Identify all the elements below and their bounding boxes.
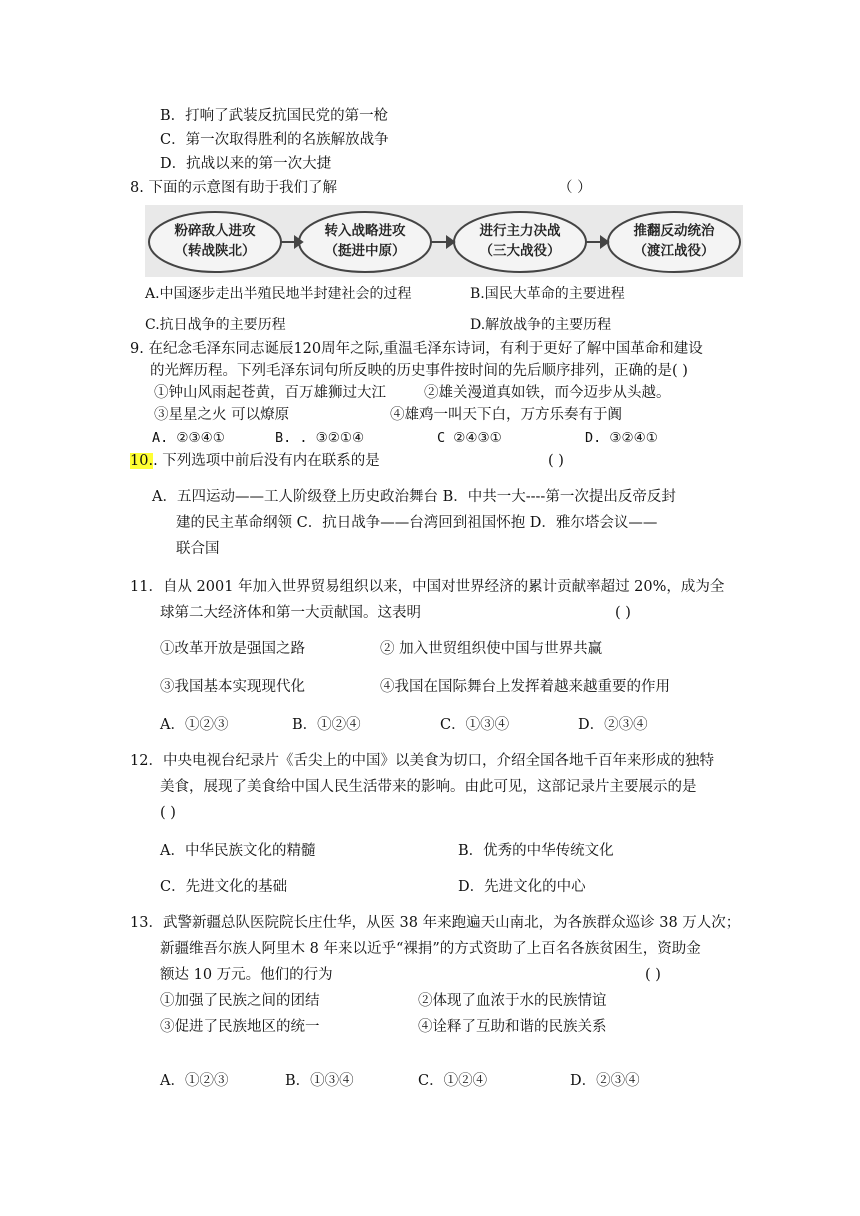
q13-statement-4: ④诠释了互助和谐的民族关系 [418,1019,607,1035]
q10-number-highlight: 10. [130,453,154,469]
q11-option-c: C．①③④ [440,717,510,733]
q12-stem-line1: 12．中央电视台纪录片《舌尖上的中国》以美食为切口，介绍全国各地千百年来形成的独特 [130,753,714,769]
q8-option-b: B.国民大革命的主要进程 [470,286,625,302]
diagram-stage-3 [455,221,585,261]
q9-statement-4: ④雄鸡一叫天下白，万方乐奏有于阗 [390,407,622,423]
q7-option-b: B．打响了武装反抗国民党的第一枪 [160,108,389,124]
q11-statement-2: ② 加入世贸组织使中国与世界共赢 [380,641,603,657]
q11-statement-4: ④我国在国际舞台上发挥着越来越重要的作用 [380,679,670,695]
q13-answer-paren: ( ) [645,967,661,983]
q10-stem-text: . 下列选项中前后没有内在联系的是 [153,453,380,469]
q9-statement-1: ①钟山风雨起苍黄，百万雄狮过大江 [154,385,386,401]
q12-option-c: C．先进文化的基础 [160,879,288,895]
q11-statement-1: ①改革开放是强国之路 [160,641,305,657]
q10-options-line2: 建的民主革命纲领 C．抗日战争——台湾回到祖国怀抱 D．雅尔塔会议—— [176,515,658,531]
q11-answer-paren: ( ) [615,605,631,621]
q11-option-d: D．②③④ [578,717,648,733]
q8-stem: 8. 下面的示意图有助于我们了解 [130,180,337,196]
q12-option-a: A．中华民族文化的精髓 [160,843,316,859]
q8-answer-paren: （ ） [558,180,592,196]
q13-statement-3: ③促进了民族地区的统一 [160,1019,320,1035]
q12-option-d: D．先进文化的中心 [458,879,586,895]
q13-option-a: A．①②③ [160,1073,229,1089]
q13-stem-line1: 13．武警新疆总队医院院长庄仕华，从医 38 年来跑遍天山南北，为各族群众巡诊 38 万人次； [130,915,741,931]
q13-option-b: B．①③④ [285,1073,354,1089]
q13-statement-1: ①加强了民族之间的团结 [160,993,320,1009]
q8-option-d: D.解放战争的主要历程 [470,317,612,333]
stage-subtitle: （挺进中原） [324,243,406,259]
q9-stem-line1: 9. 在纪念毛泽东同志诞辰120周年之际,重温毛泽东诗词，有利于更好了解中国革命和建设 [130,341,703,357]
q9-option-d: D. ③②④① [585,430,658,446]
stage-subtitle: （三大战役） [479,243,561,259]
diagram-stage-4 [609,221,739,261]
q9-stem-line2: 的光辉历程。下列毛泽东词句所反映的历史事件按时间的先后顺序排列，正确的是( ) [150,363,688,379]
q10-answer-paren: ( ) [548,453,564,469]
diagram-stage-1 [150,221,280,261]
q7-option-c: C．第一次取得胜利的名族解放战争 [160,132,389,148]
q9-option-b: B. . ③②①④ [275,430,365,446]
q13-option-d: D．②③④ [570,1073,640,1089]
q9-statement-2: ②雄关漫道真如铁，而今迈步从头越。 [424,385,671,401]
q11-statement-3: ③我国基本实现现代化 [160,679,305,695]
q13-stem-line2: 新疆维吾尔族人阿里木 8 年来以近乎“裸捐”的方式资助了上百名各族贫困生，资助金 [160,941,701,957]
q8-option-a: A.中国逐步走出半殖民地半封建社会的过程 [145,286,412,302]
q13-statement-2: ②体现了血浓于水的民族情谊 [418,993,607,1009]
q12-stem-line2: 美食，展现了美食给中国人民生活带来的影响。由此可见，这部记录片主要展示的是 [160,779,697,795]
q8-option-c: C.抗日战争的主要历程 [145,317,286,333]
q11-stem-line1: 11．自从 2001 年加入世界贸易组织以来，中国对世界经济的累计贡献率超过 20%，成为全 [130,579,725,595]
q11-option-b: B．①②④ [292,717,361,733]
q11-stem-line2: 球第二大经济体和第一大贡献国。这表明 [160,605,421,621]
q8-process-diagram [145,205,743,277]
q9-option-a: A. ②③④① [152,430,225,446]
stage-title: 进行主力决战 [479,223,561,239]
q12-answer-paren: ( ) [160,805,176,821]
stage-subtitle: （转战陕北） [174,243,256,259]
q10-options-line1: A．五四运动——工人阶级登上历史政治舞台 B．中共一大----第一次提出反帝反封 [152,489,676,505]
q7-option-d: D．抗战以来的第一次大捷 [160,156,332,172]
stage-title: 推翻反动统治 [633,223,715,239]
q13-option-c: C．①②④ [418,1073,488,1089]
q13-stem-line3: 额达 10 万元。他们的行为 [160,967,333,983]
q11-option-a: A．①②③ [160,717,229,733]
q9-option-c: C ②④③① [437,430,502,446]
q10-options-line3: 联合国 [176,541,220,557]
stage-title: 粉碎敌人进攻 [174,223,256,239]
stage-title: 转入战略进攻 [324,223,406,239]
q9-statement-3: ③星星之火 可以燎原 [154,407,290,423]
diagram-stage-2 [300,221,430,261]
q12-option-b: B．优秀的中华传统文化 [458,843,614,859]
stage-subtitle: （渡江战役） [633,243,715,259]
q10-stem [130,451,380,471]
